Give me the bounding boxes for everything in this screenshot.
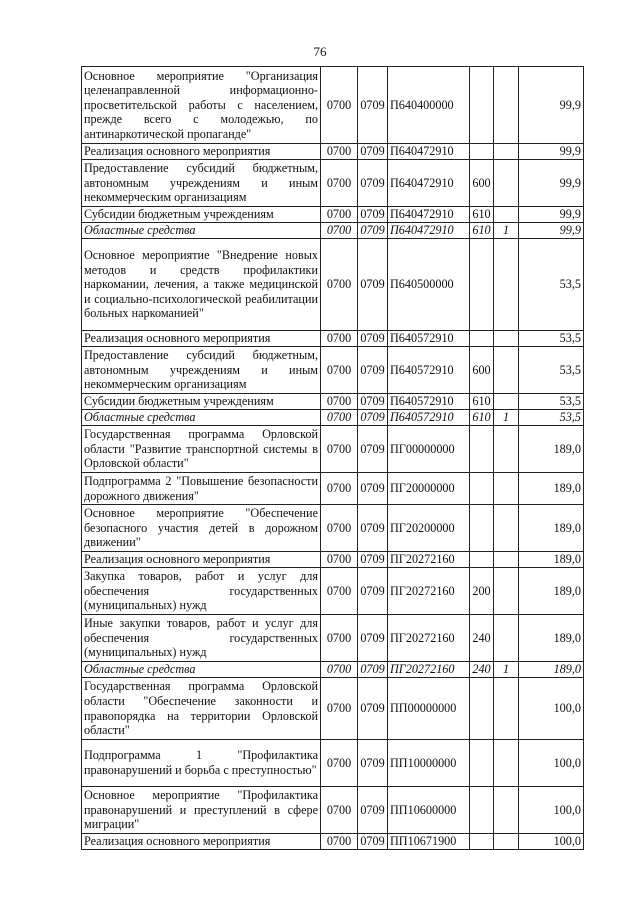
row-name: Государственная программа Орловской области "Обеспечение законности и правопорядка на территории Орловской области" [82, 678, 321, 740]
amount-value: 189,0 [519, 615, 584, 662]
subsection-code: 0709 [358, 552, 388, 568]
expense-type [470, 740, 494, 787]
target-article: ПГ20272160 [388, 662, 470, 678]
row-name: Областные средства [82, 223, 321, 239]
funding-source [494, 834, 519, 850]
funding-source [494, 678, 519, 740]
table-row [82, 67, 584, 144]
row-name: Иные закупки товаров, работ и услуг для обеспечения государственных (муниципальных) нужд [82, 615, 321, 662]
subsection-code: 0709 [358, 239, 388, 331]
funding-source [494, 347, 519, 394]
section-code: 0700 [321, 394, 358, 410]
target-article: П640472910 [388, 160, 470, 207]
amount-value: 53,5 [519, 331, 584, 347]
row-name: Предоставление субсидий бюджетным, автономным учреждениям и иным некоммерческим организациям [82, 347, 321, 394]
subsection-code: 0709 [358, 473, 388, 505]
table-row [82, 834, 584, 850]
section-code: 0700 [321, 426, 358, 473]
amount-value: 99,9 [519, 144, 584, 160]
target-article: ПГ20272160 [388, 552, 470, 568]
funding-source [494, 473, 519, 505]
section-code: 0700 [321, 615, 358, 662]
table-row [82, 331, 584, 347]
expense-type [470, 67, 494, 144]
table-row [82, 144, 584, 160]
target-article: П640472910 [388, 207, 470, 223]
funding-source [494, 239, 519, 331]
table-row [82, 662, 584, 678]
row-name: Реализация основного мероприятия [82, 144, 321, 160]
subsection-code: 0709 [358, 740, 388, 787]
amount-value: 99,9 [519, 160, 584, 207]
table-row [82, 740, 584, 787]
amount-value: 53,5 [519, 394, 584, 410]
subsection-code: 0709 [358, 144, 388, 160]
funding-source [494, 426, 519, 473]
row-name: Основное мероприятие "Внедрение новых методов и средств профилактики наркомании, лечения, а также медицинской и социально-психологической реабилитации больных наркоманией" [82, 239, 321, 331]
expense-type: 600 [470, 347, 494, 394]
expense-type [470, 678, 494, 740]
amount-value: 189,0 [519, 505, 584, 552]
target-article: П640572910 [388, 331, 470, 347]
expense-type: 600 [470, 160, 494, 207]
section-code: 0700 [321, 223, 358, 239]
section-code: 0700 [321, 834, 358, 850]
table-row [82, 223, 584, 239]
amount-value: 100,0 [519, 678, 584, 740]
target-article: П640572910 [388, 394, 470, 410]
subsection-code: 0709 [358, 67, 388, 144]
expense-type [470, 787, 494, 834]
row-name: Подпрограмма 1 "Профилактика правонарушений и борьба с преступностью" [82, 740, 321, 787]
table-row [82, 410, 584, 426]
expense-type [470, 426, 494, 473]
amount-value: 189,0 [519, 662, 584, 678]
expense-type [470, 473, 494, 505]
funding-source [494, 144, 519, 160]
funding-source: 1 [494, 410, 519, 426]
amount-value: 189,0 [519, 426, 584, 473]
funding-source [494, 394, 519, 410]
target-article: П640500000 [388, 239, 470, 331]
amount-value: 53,5 [519, 239, 584, 331]
target-article: П640472910 [388, 144, 470, 160]
row-name: Основное мероприятие "Профилактика правонарушений и преступлений в сфере миграции" [82, 787, 321, 834]
subsection-code: 0709 [358, 505, 388, 552]
row-name: Основное мероприятие "Обеспечение безопасного участия детей в дорожном движении" [82, 505, 321, 552]
row-name: Государственная программа Орловской области "Развитие транспортной системы в Орловской области" [82, 426, 321, 473]
table-row [82, 552, 584, 568]
amount-value: 99,9 [519, 223, 584, 239]
target-article: ПГ00000000 [388, 426, 470, 473]
target-article: ПГ20272160 [388, 615, 470, 662]
section-code: 0700 [321, 473, 358, 505]
subsection-code: 0709 [358, 662, 388, 678]
amount-value: 100,0 [519, 834, 584, 850]
section-code: 0700 [321, 662, 358, 678]
expense-type: 240 [470, 662, 494, 678]
expense-type: 200 [470, 568, 494, 615]
table-row [82, 347, 584, 394]
amount-value: 53,5 [519, 347, 584, 394]
table-row [82, 505, 584, 552]
target-article: ПП10000000 [388, 740, 470, 787]
section-code: 0700 [321, 160, 358, 207]
amount-value: 189,0 [519, 568, 584, 615]
row-name: Предоставление субсидий бюджетным, автономным учреждениям и иным некоммерческим организациям [82, 160, 321, 207]
funding-source: 1 [494, 662, 519, 678]
table-row [82, 394, 584, 410]
table-row [82, 239, 584, 331]
target-article: ПП10600000 [388, 787, 470, 834]
target-article: П640400000 [388, 67, 470, 144]
row-name: Закупка товаров, работ и услуг для обеспечения государственных (муниципальных) нужд [82, 568, 321, 615]
target-article: П640472910 [388, 223, 470, 239]
amount-value: 100,0 [519, 740, 584, 787]
expense-type [470, 331, 494, 347]
subsection-code: 0709 [358, 787, 388, 834]
expense-type [470, 505, 494, 552]
subsection-code: 0709 [358, 207, 388, 223]
row-name: Подпрограмма 2 "Повышение безопасности дорожного движения" [82, 473, 321, 505]
row-name: Областные средства [82, 410, 321, 426]
table-row [82, 160, 584, 207]
row-name: Реализация основного мероприятия [82, 834, 321, 850]
subsection-code: 0709 [358, 331, 388, 347]
target-article: ПП10671900 [388, 834, 470, 850]
amount-value: 99,9 [519, 207, 584, 223]
subsection-code: 0709 [358, 223, 388, 239]
funding-source [494, 67, 519, 144]
subsection-code: 0709 [358, 394, 388, 410]
expense-type [470, 239, 494, 331]
subsection-code: 0709 [358, 834, 388, 850]
row-name: Субсидии бюджетным учреждениям [82, 207, 321, 223]
section-code: 0700 [321, 505, 358, 552]
funding-source [494, 787, 519, 834]
row-name: Областные средства [82, 662, 321, 678]
table-row [82, 207, 584, 223]
target-article: ПП00000000 [388, 678, 470, 740]
section-code: 0700 [321, 239, 358, 331]
target-article: ПГ20000000 [388, 473, 470, 505]
expense-type [470, 834, 494, 850]
table-row [82, 787, 584, 834]
section-code: 0700 [321, 568, 358, 615]
funding-source: 1 [494, 223, 519, 239]
amount-value: 53,5 [519, 410, 584, 426]
target-article: П640572910 [388, 410, 470, 426]
target-article: ПГ20200000 [388, 505, 470, 552]
subsection-code: 0709 [358, 410, 388, 426]
section-code: 0700 [321, 144, 358, 160]
row-name: Реализация основного мероприятия [82, 331, 321, 347]
subsection-code: 0709 [358, 678, 388, 740]
section-code: 0700 [321, 787, 358, 834]
section-code: 0700 [321, 678, 358, 740]
amount-value: 189,0 [519, 473, 584, 505]
amount-value: 99,9 [519, 67, 584, 144]
amount-value: 100,0 [519, 787, 584, 834]
budget-table [81, 66, 584, 850]
section-code: 0700 [321, 207, 358, 223]
funding-source [494, 331, 519, 347]
page-number: 76 [313, 44, 327, 59]
row-name: Субсидии бюджетным учреждениям [82, 394, 321, 410]
subsection-code: 0709 [358, 615, 388, 662]
section-code: 0700 [321, 552, 358, 568]
table-row [82, 568, 584, 615]
target-article: ПГ20272160 [388, 568, 470, 615]
row-name: Основное мероприятие "Организация целенаправленной информационно-просветительской работы с населением, прежде всего с молодежью, по антинаркотической пропаганде" [82, 67, 321, 144]
target-article: П640572910 [388, 347, 470, 394]
subsection-code: 0709 [358, 160, 388, 207]
funding-source [494, 207, 519, 223]
expense-type: 610 [470, 394, 494, 410]
table-row [82, 473, 584, 505]
expense-type [470, 144, 494, 160]
expense-type: 240 [470, 615, 494, 662]
subsection-code: 0709 [358, 426, 388, 473]
expense-type: 610 [470, 223, 494, 239]
expense-type: 610 [470, 207, 494, 223]
funding-source [494, 552, 519, 568]
subsection-code: 0709 [358, 347, 388, 394]
row-name: Реализация основного мероприятия [82, 552, 321, 568]
expense-type [470, 552, 494, 568]
funding-source [494, 615, 519, 662]
table-row [82, 615, 584, 662]
funding-source [494, 568, 519, 615]
funding-source [494, 740, 519, 787]
section-code: 0700 [321, 67, 358, 144]
amount-value: 189,0 [519, 552, 584, 568]
funding-source [494, 505, 519, 552]
table-row [82, 426, 584, 473]
section-code: 0700 [321, 410, 358, 426]
funding-source [494, 160, 519, 207]
table-row [82, 678, 584, 740]
subsection-code: 0709 [358, 568, 388, 615]
section-code: 0700 [321, 331, 358, 347]
expense-type: 610 [470, 410, 494, 426]
section-code: 0700 [321, 347, 358, 394]
section-code: 0700 [321, 740, 358, 787]
